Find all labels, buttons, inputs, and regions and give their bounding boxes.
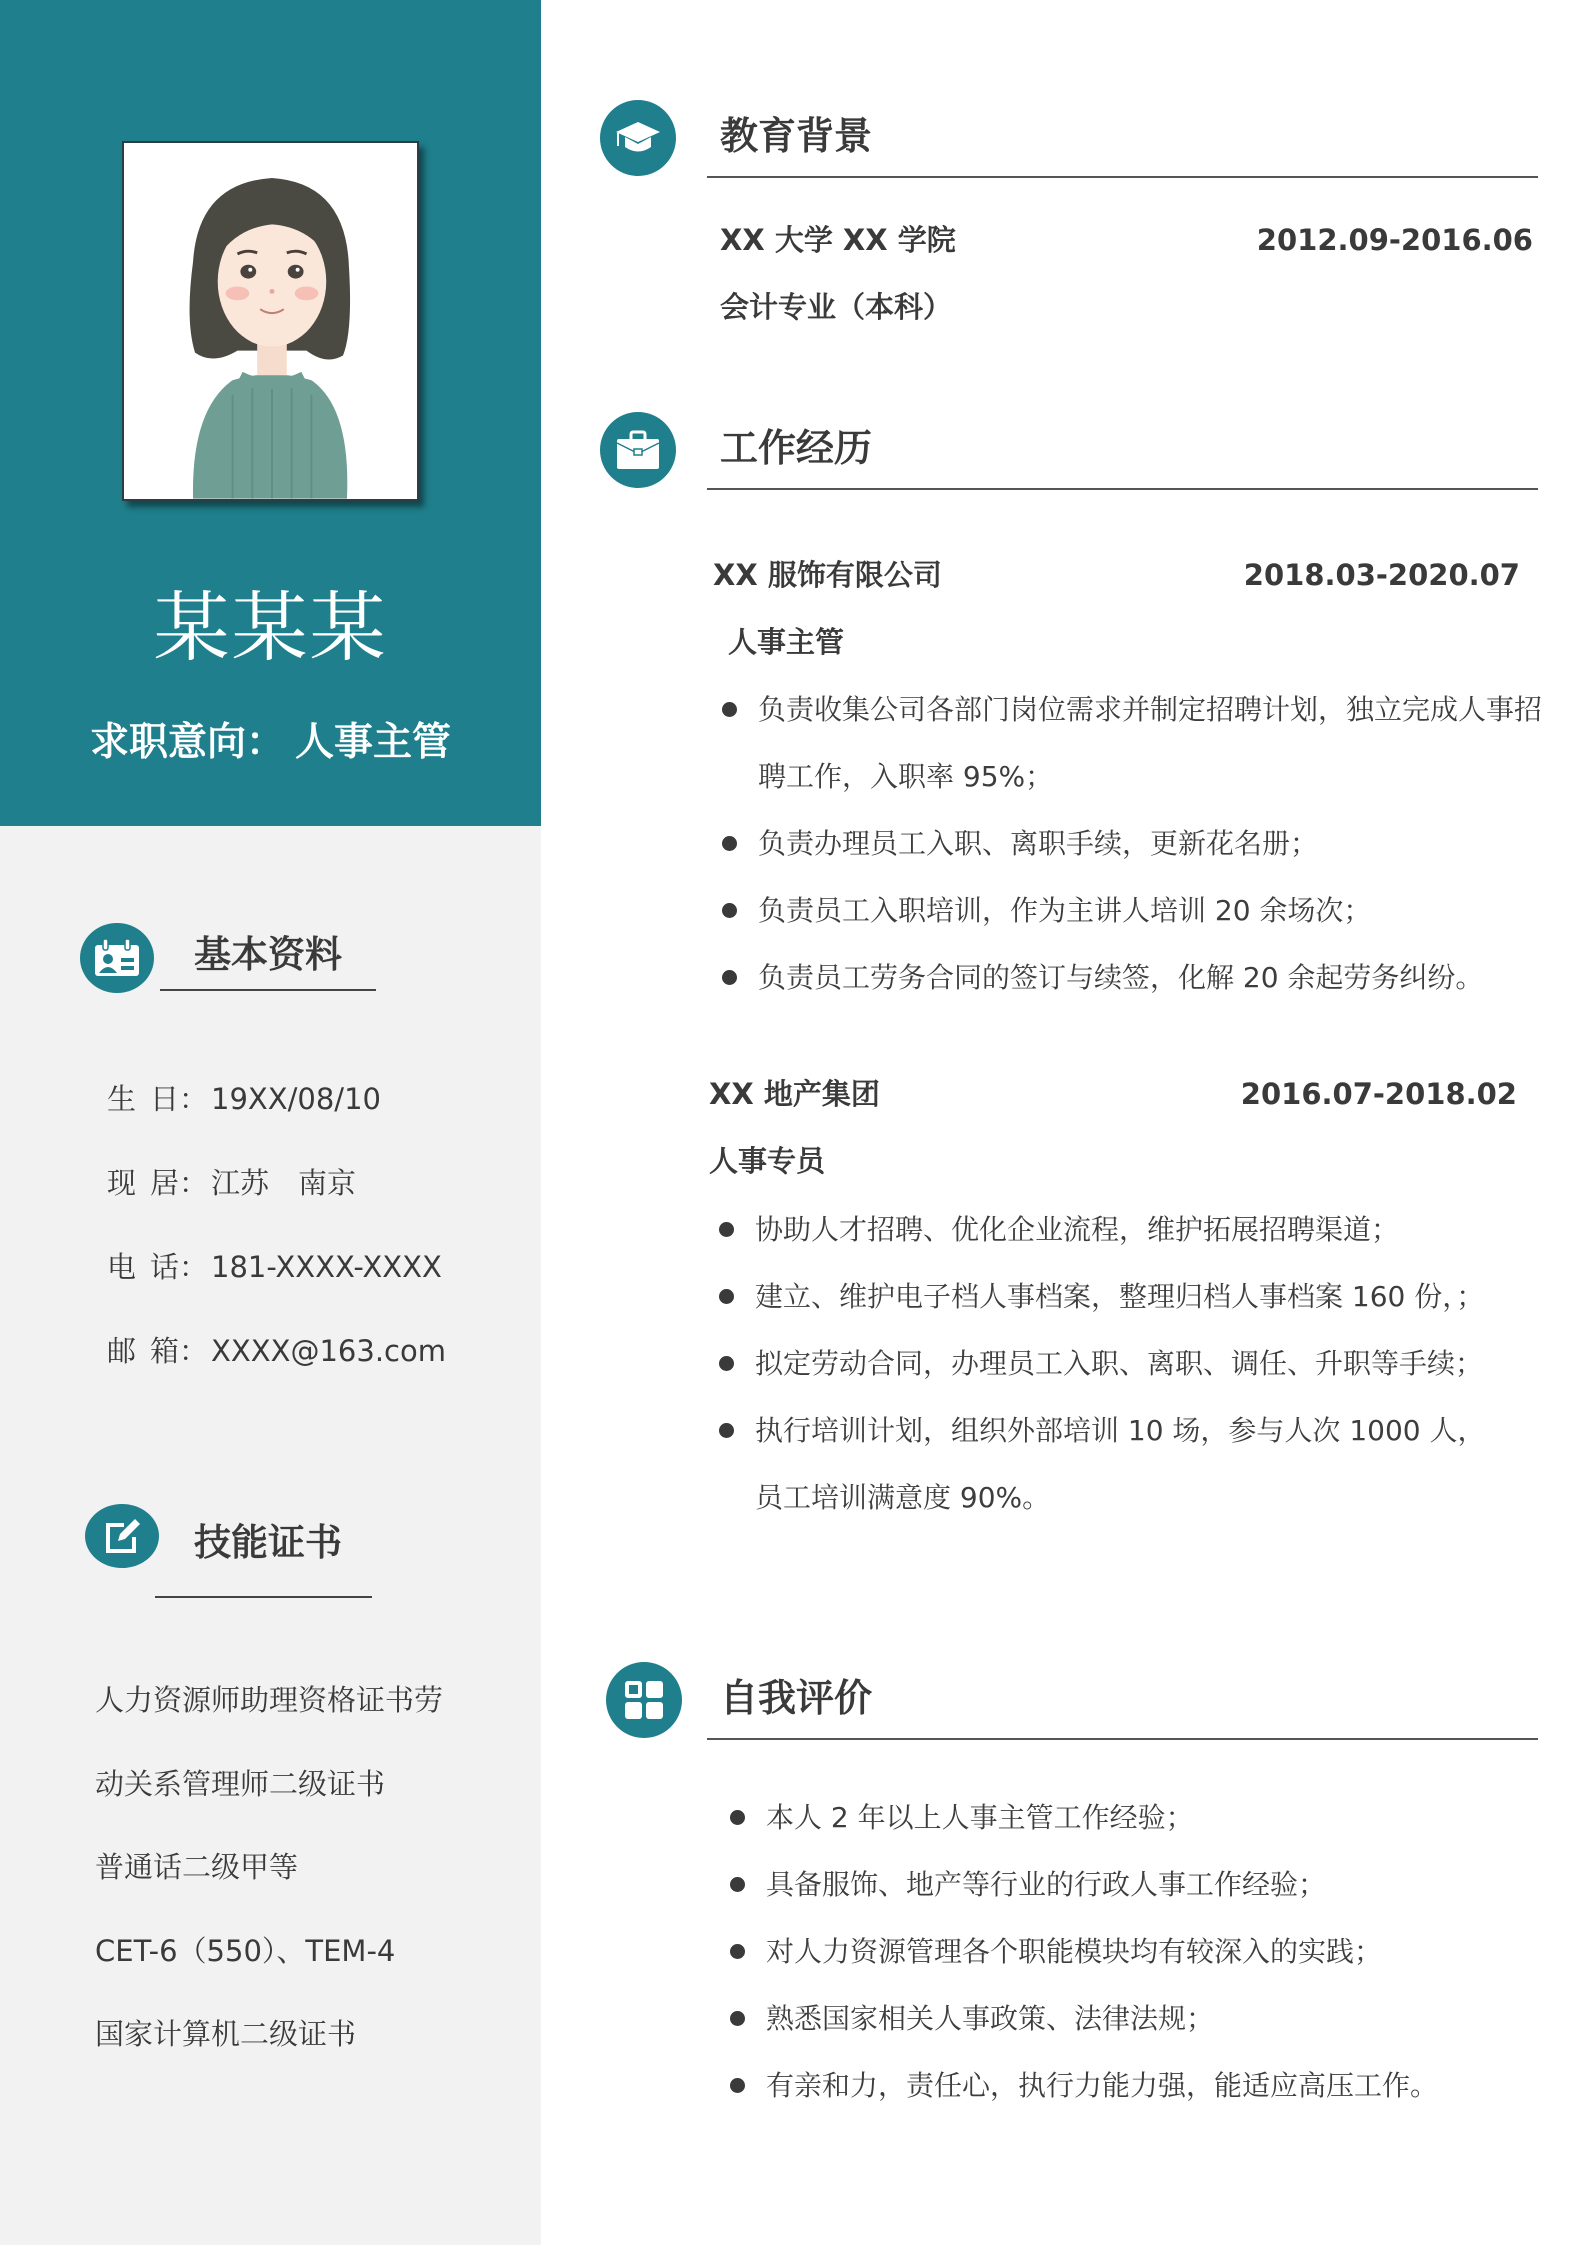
skill-item: 普通话二级甲等 — [95, 1850, 299, 1884]
self-eval-list — [714, 1784, 1544, 2119]
duty-item: 负责办理员工入职、离职手续，更新花名册； — [706, 810, 1546, 877]
education-header — [600, 100, 1540, 190]
info-value: 181-XXXX-XXXX — [211, 1250, 442, 1284]
info-label: 箱： — [150, 1334, 209, 1368]
self-eval-item: 熟悉国家相关人事政策、法律法规； — [714, 1985, 1544, 2052]
job-position: 人事主管 — [728, 625, 845, 659]
sidebar — [0, 0, 541, 2245]
duty-item: 拟定劳动合同，办理员工入职、离职、调任、升职等手续； — [703, 1330, 1545, 1397]
info-label: 日： — [150, 1082, 209, 1116]
skills-divider — [155, 1596, 372, 1598]
skill-item: 人力资源师助理资格证书劳 — [95, 1683, 444, 1717]
job-company: XX 服饰有限公司 — [713, 558, 942, 592]
work-header — [600, 412, 1540, 502]
education-title: 教育背景 — [720, 114, 873, 158]
info-label: 生 — [107, 1082, 137, 1116]
job-position: 人事专员 — [709, 1144, 826, 1178]
candidate-name: 某某某 — [153, 583, 388, 672]
school-name: XX 大学 XX 学院 — [720, 223, 956, 257]
info-value: XXXX@163.com — [211, 1334, 446, 1368]
job-intent — [0, 716, 541, 770]
bullet-icon — [722, 970, 737, 985]
duty-item: 负责员工入职培训，作为主讲人培训 20 余场次； — [706, 877, 1546, 944]
self-eval-header — [600, 1662, 1540, 1752]
skill-item: 国家计算机二级证书 — [95, 2017, 357, 2051]
self-eval-divider — [707, 1738, 1538, 1740]
info-row-phone — [107, 1245, 446, 1329]
education-divider — [707, 176, 1538, 178]
basic-info-header — [0, 923, 541, 1013]
skills-title: 技能证书 — [194, 1521, 342, 1564]
self-eval-title: 自我评价 — [720, 1676, 873, 1720]
info-label: 现 — [107, 1166, 137, 1200]
job-period: 2018.03-2020.07 — [1243, 558, 1520, 592]
bullet-icon — [730, 2011, 745, 2026]
major: 会计专业（本科） — [720, 290, 953, 324]
job-intent-value: 人事主管 — [295, 720, 452, 765]
edit-icon — [85, 1504, 159, 1568]
bullet-icon — [719, 1222, 734, 1237]
bullet-icon — [730, 1877, 745, 1892]
work-title: 工作经历 — [720, 426, 873, 470]
basic-info-divider — [160, 989, 376, 991]
work-divider — [707, 488, 1538, 490]
duty-item: 执行培训计划，组织外部培训 10 场，参与人次 1000 人，员工培训满意度 90%。 — [703, 1397, 1503, 1531]
job-company: XX 地产集团 — [709, 1077, 880, 1111]
info-label: 居： — [150, 1166, 209, 1200]
duty-item: 负责员工劳务合同的签订与续签，化解 20 余起劳务纠纷。 — [706, 944, 1546, 1011]
skills-list — [95, 1678, 443, 2096]
job-intent-label: 求职意向： — [89, 720, 285, 765]
info-value: 19XX/08/10 — [211, 1082, 381, 1116]
skills-header — [0, 1504, 541, 1594]
info-label: 电 — [107, 1250, 137, 1284]
skill-item: CET-6（550）、TEM-4 — [95, 1933, 396, 1968]
grid-icon — [606, 1662, 682, 1738]
info-row-birthday — [107, 1077, 446, 1161]
bullet-icon — [722, 903, 737, 918]
bullet-icon — [730, 1810, 745, 1825]
profile-header — [0, 0, 541, 826]
info-row-residence — [107, 1161, 446, 1245]
self-eval-item: 有亲和力，责任心，执行力能力强，能适应高压工作。 — [714, 2052, 1544, 2119]
bullet-icon — [719, 1289, 734, 1304]
graduation-cap-icon — [600, 100, 676, 176]
briefcase-icon — [600, 412, 676, 488]
bullet-icon — [730, 2078, 745, 2093]
bullet-icon — [719, 1423, 734, 1438]
job-duties — [703, 1196, 1545, 1531]
self-eval-item: 具备服饰、地产等行业的行政人事工作经验； — [714, 1851, 1544, 1918]
info-value: 江苏 南京 — [211, 1166, 357, 1200]
job-period: 2016.07-2018.02 — [1240, 1077, 1517, 1111]
self-eval-item: 本人 2 年以上人事主管工作经验； — [714, 1784, 1544, 1851]
info-label: 话： — [150, 1250, 209, 1284]
bullet-icon — [722, 836, 737, 851]
profile-photo — [122, 141, 419, 501]
duty-item: 协助人才招聘、优化企业流程，维护拓展招聘渠道； — [703, 1196, 1545, 1263]
skill-item: 动关系管理师二级证书 — [95, 1766, 386, 1801]
bullet-icon — [730, 1944, 745, 1959]
bullet-icon — [722, 702, 737, 717]
duty-item: 负责收集公司各部门岗位需求并制定招聘计划，独立完成人事招聘工作，入职率 95%； — [706, 676, 1546, 810]
job-duties — [706, 676, 1546, 1011]
id-card-icon — [80, 923, 154, 993]
duty-item: 建立、维护电子档人事档案，整理归档人事档案 160 份，； — [703, 1263, 1545, 1330]
portrait-illustration — [124, 143, 417, 499]
bullet-icon — [719, 1356, 734, 1371]
basic-info-list — [107, 1077, 446, 1413]
basic-info-title: 基本资料 — [194, 933, 342, 976]
self-eval-item: 对人力资源管理各个职能模块均有较深入的实践； — [714, 1918, 1544, 1985]
education-period: 2012.09-2016.06 — [1256, 223, 1533, 257]
info-row-email — [107, 1329, 446, 1413]
info-label: 邮 — [107, 1334, 137, 1368]
